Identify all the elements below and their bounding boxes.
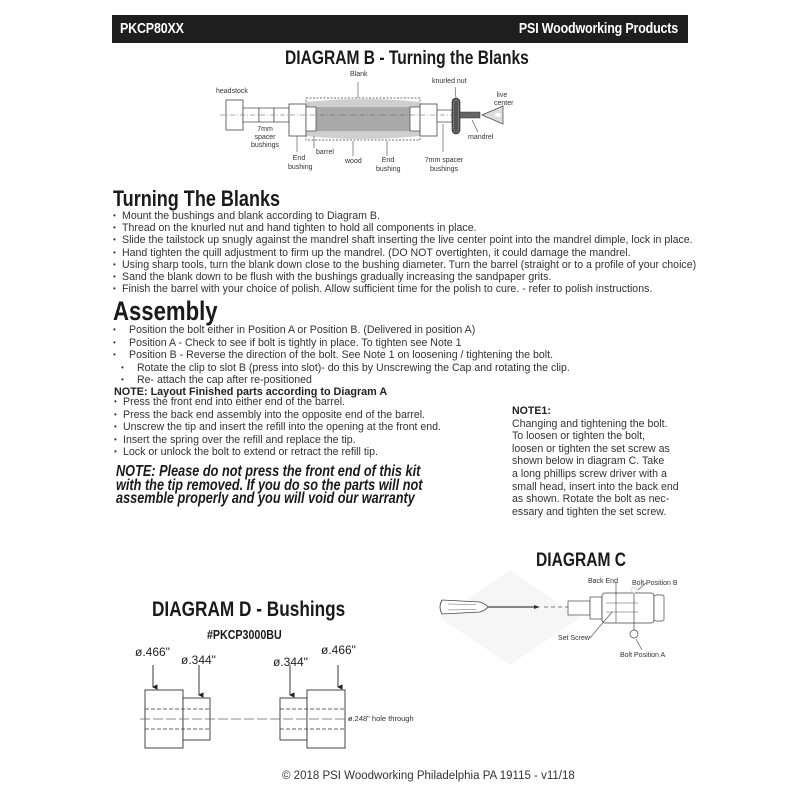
note1-line: small head, insert into the back end bbox=[512, 480, 679, 493]
turning-section bbox=[113, 186, 696, 295]
label-live-center: live center bbox=[494, 92, 514, 107]
diagram-d-title: DIAGRAM D - Bushings bbox=[152, 598, 346, 621]
warning-line: NOTE: Please do not press the front end of this kit bbox=[116, 463, 421, 480]
label-mandrel: mandrel bbox=[468, 134, 494, 141]
assembly-substep: • Re- attach the cap after re-positioned bbox=[113, 374, 570, 387]
dim-hole-through: ø.248" hole through bbox=[348, 714, 414, 723]
turning-step: • Hand tighten the quill adjustment to firm up the mandrel. (DO NOT overtighten, it could damage the mandrel. bbox=[113, 247, 696, 259]
assembly-steps-list bbox=[113, 324, 570, 387]
label-set-screw: Set Screw bbox=[558, 635, 590, 642]
layout-step: • Press the back end assembly into the opposite end of the barrel. bbox=[114, 409, 441, 422]
label-bolt-position-b: Bolt Position B bbox=[632, 580, 678, 587]
dim-right-small: ø.344" bbox=[273, 655, 308, 669]
turning-step: • Mount the bushings and blank according to Diagram B. bbox=[113, 210, 696, 222]
dim-right-large: ø.466" bbox=[321, 643, 356, 657]
layout-step: • Unscrew the tip and insert the refill into the opening at the front end. bbox=[114, 421, 441, 434]
assembly-section bbox=[113, 296, 570, 387]
label-blank: Blank bbox=[350, 71, 368, 78]
diagram-c-figure bbox=[420, 570, 690, 665]
diagram-d-part-wrap bbox=[207, 626, 298, 644]
layout-steps-list bbox=[114, 396, 441, 459]
label-end-bushing-left: End bushing bbox=[288, 155, 313, 171]
layout-step: • Press the front end into either end of the barrel. bbox=[114, 396, 441, 409]
turning-step: • Slide the tailstock up snugly against the mandrel shaft inserting the live center point into the mandrel dimple, lock in place. bbox=[113, 234, 696, 246]
layout-step: • Lock or unlock the bolt to extend or retract the refill tip. bbox=[114, 446, 441, 459]
label-headstock: headstock bbox=[216, 88, 248, 95]
turning-step: • Sand the blank down to be flush with the bushings gradually increasing the sandpaper grits. bbox=[113, 271, 696, 283]
header-bar bbox=[112, 15, 688, 43]
company-name: PSI Woodworking Products bbox=[518, 21, 678, 37]
diagram-d-figure bbox=[130, 665, 350, 765]
assembly-step: • Position the bolt either in Position A or Position B. (Delivered in position A) bbox=[113, 324, 570, 337]
footer-copyright: © 2018 PSI Woodworking Philadelphia PA 19115 - v11/18 bbox=[282, 770, 575, 782]
turning-steps-list bbox=[113, 210, 696, 295]
label-end-bushing-right: End bushing bbox=[376, 157, 401, 173]
warning-line: assemble properly and you will void our warranty bbox=[116, 490, 415, 507]
warning-line: with the tip removed. If you do so the parts will not bbox=[116, 476, 423, 494]
note1-box bbox=[512, 405, 697, 518]
diagram-d-part-number: #PKCP3000BU bbox=[207, 627, 282, 642]
turning-step: • Using sharp tools, turn the blank down close to the bushing diameter. Turn the barrel (straight or to a profile of your choice) bbox=[113, 259, 696, 271]
product-code: PKCP80XX bbox=[120, 21, 184, 37]
note1-line: loosen or tighten the set screw as bbox=[512, 442, 670, 455]
label-spacer-right: 7mm spacer bushings bbox=[424, 157, 464, 173]
diagram-c-title: DIAGRAM C bbox=[536, 550, 627, 571]
label-barrel: barrel bbox=[316, 149, 334, 156]
layout-step: • Insert the spring over the refill and replace the tip. bbox=[114, 434, 441, 447]
label-back-end: Back End bbox=[588, 578, 618, 585]
layout-steps-wrap bbox=[114, 396, 441, 459]
note1-title: NOTE1: bbox=[512, 405, 551, 417]
assembly-step: • Position B - Reverse the direction of the bolt. See Note 1 on loosening / tightening the bolt. bbox=[113, 349, 570, 362]
label-wood: wood bbox=[345, 158, 362, 165]
diagram-d-title-wrap bbox=[152, 598, 388, 622]
assembly-substep: • Rotate the clip to slot B (press into slot)- do this by Unscrewing the Cap and rotating the clip. bbox=[113, 362, 570, 375]
label-spacer-left: 7mm spacer bushings bbox=[250, 126, 280, 149]
label-bolt-position-a: Bolt Position A bbox=[620, 652, 666, 659]
note1-line: shown below in diagram C. Take bbox=[512, 455, 665, 468]
turning-heading: Turning The Blanks bbox=[113, 186, 281, 211]
warranty-warning bbox=[116, 465, 422, 506]
bushings-illustration bbox=[130, 665, 350, 765]
note1-line: Changing and tightening the bolt. bbox=[512, 417, 668, 430]
diagram-c-title-wrap bbox=[536, 550, 646, 572]
diagram-b-figure bbox=[210, 70, 540, 182]
diagram-b-title-wrap bbox=[285, 48, 582, 70]
note1-line: To loosen or tighten the bolt, bbox=[512, 430, 646, 443]
layout-note: NOTE: Layout Finished parts according to Diagram A bbox=[114, 386, 388, 398]
assembly-step: • Position A - Check to see if bolt is tightly in place. To tighten see Note 1 bbox=[113, 337, 570, 350]
note1-line: as shown. Rotate the bolt as nec- bbox=[512, 493, 670, 506]
note1-line: essary and tighten the set screw. bbox=[512, 505, 667, 518]
dim-left-small: ø.344" bbox=[181, 653, 216, 667]
diagram-b-title: DIAGRAM B - Turning the Blanks bbox=[285, 48, 529, 69]
dim-left-large: ø.466" bbox=[135, 645, 170, 659]
note1-line: a long phillips screw driver with a bbox=[512, 467, 667, 480]
turning-step: • Thread on the knurled nut and hand tighten to hold all components in place. bbox=[113, 222, 696, 234]
assembly-heading: Assembly bbox=[113, 296, 218, 326]
label-knurled-nut: knurled nut bbox=[432, 78, 467, 85]
turning-step: • Finish the barrel with your choice of polish. Allow sufficient time for the polish to cure. - refer to polish instructions. bbox=[113, 283, 696, 295]
